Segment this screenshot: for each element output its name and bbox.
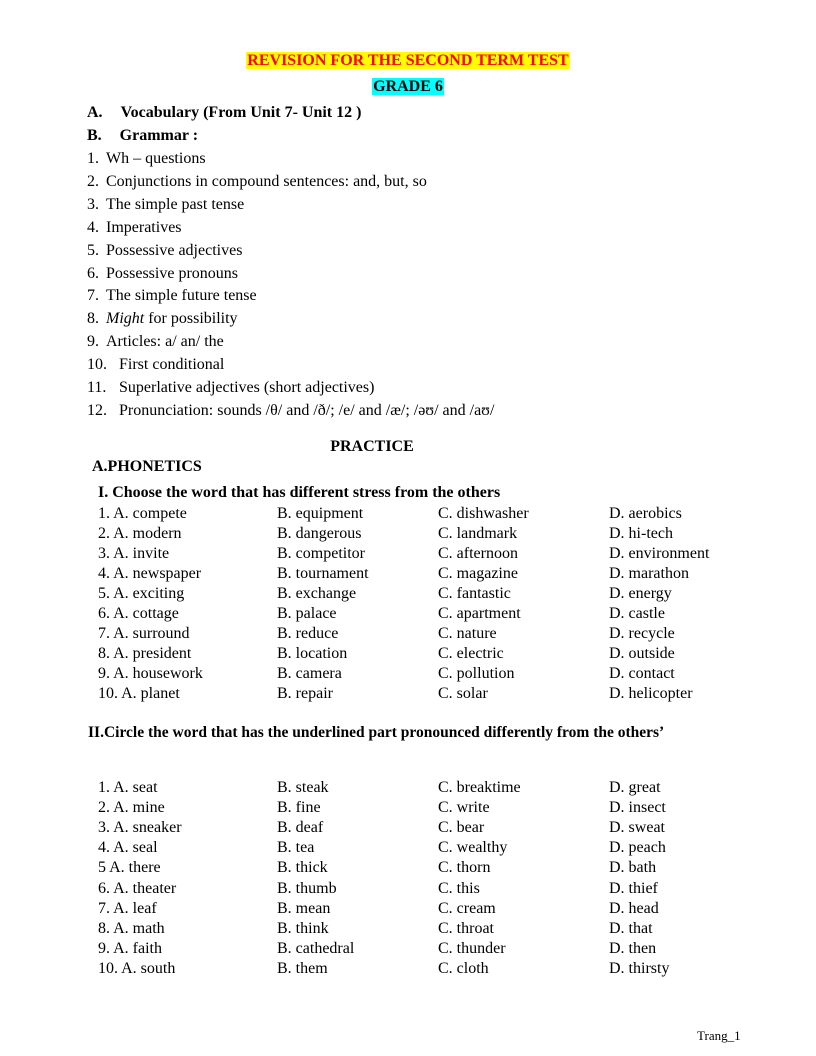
pronunciation-option[interactable]: B. deaf bbox=[277, 819, 324, 837]
phonetics-heading: A.PHONETICS bbox=[92, 458, 202, 475]
stress-option[interactable]: C. pollution bbox=[438, 665, 515, 682]
pronunciation-option[interactable]: B. tea bbox=[277, 839, 315, 857]
pronunciation-option[interactable]: B. cathedral bbox=[277, 939, 355, 957]
stress-option[interactable]: D. environment bbox=[609, 545, 710, 562]
stress-option[interactable]: C. nature bbox=[438, 625, 497, 642]
grammar-item-text: for possibility bbox=[144, 310, 238, 328]
grammar-item bbox=[87, 379, 374, 397]
grammar-item-number: 5. bbox=[87, 241, 99, 259]
stress-option[interactable]: D. recycle bbox=[609, 625, 675, 642]
pronunciation-option[interactable]: 8. A. math bbox=[98, 919, 165, 937]
pronunciation-option[interactable]: D. peach bbox=[609, 839, 666, 857]
grammar-item-text: Wh – questions bbox=[106, 150, 206, 167]
pronunciation-option[interactable]: 7. A. leaf bbox=[98, 899, 157, 917]
stress-option[interactable]: D. outside bbox=[609, 645, 675, 662]
grammar-item bbox=[87, 196, 244, 214]
grammar-item-number: 3. bbox=[87, 195, 99, 213]
grammar-item-number: 6. bbox=[87, 264, 99, 282]
stress-option[interactable]: B. tournament bbox=[277, 565, 369, 582]
grammar-item-text: Conjunctions in compound sentences: and, but, so bbox=[106, 172, 427, 190]
grammar-item-text: Pronunciation: sounds /θ/ and /ð/; /e/ and /æ/; /əʊ/ and /aʊ/ bbox=[119, 401, 495, 419]
stress-option[interactable]: 2. A. modern bbox=[98, 525, 182, 542]
pronunciation-option[interactable]: 6. A. theater bbox=[98, 879, 177, 897]
grammar-item-number: 7. bbox=[87, 287, 99, 305]
grammar-item-number: 12. bbox=[87, 401, 107, 419]
stress-option[interactable]: D. aerobics bbox=[609, 505, 682, 522]
grammar-item-text: The simple future tense bbox=[106, 287, 257, 305]
stress-option[interactable]: C. electric bbox=[438, 645, 504, 662]
stress-option[interactable]: D. energy bbox=[609, 585, 672, 602]
stress-option[interactable]: B. equipment bbox=[277, 505, 364, 522]
stress-option[interactable]: 5. A. exciting bbox=[98, 585, 185, 602]
stress-option[interactable]: C. dishwasher bbox=[438, 505, 529, 522]
grammar-item bbox=[87, 219, 182, 237]
grammar-item-text: Imperatives bbox=[106, 218, 182, 236]
pronunciation-option[interactable]: B. steak bbox=[277, 779, 329, 796]
pronunciation-option[interactable]: D. then bbox=[609, 939, 657, 957]
section-b-label: B. bbox=[87, 127, 102, 144]
stress-option[interactable]: 6. A. cottage bbox=[98, 605, 179, 622]
stress-option[interactable]: 8. A. president bbox=[98, 645, 192, 662]
pronunciation-option[interactable]: C. throat bbox=[438, 919, 494, 937]
section-a-text: Vocabulary (From Unit 7- Unit 12 ) bbox=[120, 104, 362, 121]
grammar-item bbox=[87, 310, 238, 328]
pronunciation-option[interactable]: C. cream bbox=[438, 899, 496, 917]
grade-heading-text: GRADE 6 bbox=[373, 78, 443, 95]
pronunciation-option[interactable]: 9. A. faith bbox=[98, 939, 162, 957]
stress-option[interactable]: 1. A. compete bbox=[98, 505, 187, 522]
page-number: Trang_1 bbox=[697, 1028, 741, 1043]
grammar-item bbox=[87, 333, 224, 351]
pronunciation-option[interactable]: D. that bbox=[609, 919, 653, 937]
pronunciation-option[interactable]: 3. A. sneaker bbox=[98, 819, 182, 837]
pronunciation-option[interactable]: B. them bbox=[277, 959, 328, 977]
grammar-item-text: Possessive pronouns bbox=[106, 264, 239, 282]
stress-option[interactable]: B. palace bbox=[277, 605, 337, 622]
grammar-item-number: 2. bbox=[87, 172, 99, 190]
pronunciation-option[interactable]: B. fine bbox=[277, 799, 321, 817]
grammar-item bbox=[87, 150, 206, 168]
grammar-item-text: Superlative adjectives (short adjectives) bbox=[119, 379, 375, 396]
pronunciation-option[interactable]: D. insect bbox=[609, 799, 666, 817]
grammar-item bbox=[87, 265, 238, 283]
stress-option[interactable]: C. apartment bbox=[438, 605, 521, 622]
stress-option[interactable]: 3. A. invite bbox=[98, 545, 170, 562]
pronunciation-option[interactable]: 1. A. seat bbox=[98, 779, 158, 796]
grammar-item-text: Possessive adjectives bbox=[106, 241, 243, 259]
section-b bbox=[87, 127, 198, 145]
exercise-1-title: I. Choose the word that has different stress from the others bbox=[98, 484, 501, 501]
pronunciation-option[interactable]: D. sweat bbox=[609, 819, 665, 837]
stress-option[interactable]: B. camera bbox=[277, 665, 342, 682]
doc-title bbox=[0, 52, 816, 70]
pronunciation-option[interactable]: C. breaktime bbox=[438, 779, 521, 796]
stress-option[interactable]: D. castle bbox=[609, 605, 665, 622]
grammar-item-text: First conditional bbox=[119, 356, 225, 374]
section-a bbox=[87, 104, 361, 122]
grammar-item bbox=[87, 287, 257, 305]
stress-option[interactable]: C. afternoon bbox=[438, 545, 518, 562]
exercise-2-title: II.Circle the word that has the underlined part pronounced differently from the others’ bbox=[88, 724, 665, 741]
pronunciation-option[interactable]: B. mean bbox=[277, 899, 331, 917]
stress-option[interactable]: 9. A. housework bbox=[98, 665, 203, 682]
grammar-item-number: 10. bbox=[87, 356, 107, 374]
pronunciation-option[interactable]: C. cloth bbox=[438, 959, 489, 977]
pronunciation-option[interactable]: 10. A. south bbox=[98, 959, 176, 977]
stress-option[interactable]: D. contact bbox=[609, 665, 675, 682]
stress-option[interactable]: B. location bbox=[277, 645, 348, 662]
stress-option[interactable]: 10. A. planet bbox=[98, 685, 180, 702]
section-b-text: Grammar : bbox=[119, 127, 199, 144]
pronunciation-option[interactable]: C. thorn bbox=[438, 859, 491, 877]
pronunciation-option[interactable]: C. thunder bbox=[438, 939, 506, 957]
stress-option[interactable]: B. exchange bbox=[277, 585, 357, 602]
grammar-item-text: The simple past tense bbox=[106, 195, 245, 213]
pronunciation-option[interactable]: 4. A. seal bbox=[98, 839, 158, 857]
grammar-item-text: Articles: a/ an/ the bbox=[106, 333, 224, 351]
stress-option[interactable]: D. hi-tech bbox=[609, 525, 673, 542]
grammar-item bbox=[87, 173, 427, 191]
pronunciation-option[interactable]: C. bear bbox=[438, 819, 485, 837]
pronunciation-option[interactable]: D. head bbox=[609, 899, 659, 917]
stress-option[interactable]: C. magazine bbox=[438, 565, 518, 582]
stress-option[interactable]: B. reduce bbox=[277, 625, 339, 642]
grammar-item bbox=[87, 356, 224, 374]
pronunciation-option[interactable]: C. this bbox=[438, 879, 480, 897]
stress-option[interactable]: C. landmark bbox=[438, 525, 518, 542]
stress-option[interactable]: C. fantastic bbox=[438, 585, 511, 602]
grammar-item-number: 1. bbox=[87, 150, 99, 167]
pronunciation-option[interactable]: C. write bbox=[438, 799, 490, 817]
doc-title-text: REVISION FOR THE SECOND TERM TEST bbox=[247, 52, 569, 69]
grammar-item-number: 9. bbox=[87, 333, 99, 351]
pronunciation-option[interactable]: C. wealthy bbox=[438, 839, 508, 857]
stress-option[interactable]: B. competitor bbox=[277, 545, 365, 562]
stress-option[interactable]: D. marathon bbox=[609, 565, 689, 582]
pronunciation-option[interactable]: 5 A. there bbox=[98, 859, 161, 877]
grade-heading bbox=[0, 78, 816, 96]
pronunciation-option[interactable]: D. thirsty bbox=[609, 959, 670, 977]
stress-option[interactable]: D. helicopter bbox=[609, 685, 693, 702]
stress-option[interactable]: B. repair bbox=[277, 685, 333, 702]
pronunciation-option[interactable]: D. thief bbox=[609, 879, 658, 897]
grammar-item-number: 8. bbox=[87, 310, 99, 328]
pronunciation-option[interactable]: B. thick bbox=[277, 859, 328, 877]
grammar-item bbox=[87, 402, 494, 420]
stress-option[interactable]: B. dangerous bbox=[277, 525, 362, 542]
stress-option[interactable]: 4. A. newspaper bbox=[98, 565, 202, 582]
stress-option[interactable]: 7. A. surround bbox=[98, 625, 190, 642]
grammar-item-emphasis: Might bbox=[106, 310, 145, 328]
practice-heading: PRACTICE bbox=[330, 438, 414, 455]
grammar-item-number: 11. bbox=[87, 379, 107, 396]
pronunciation-option[interactable]: 2. A. mine bbox=[98, 799, 165, 817]
section-a-label: A. bbox=[87, 104, 103, 121]
pronunciation-option[interactable]: B. think bbox=[277, 919, 329, 937]
pronunciation-option[interactable]: D. great bbox=[609, 779, 661, 796]
grammar-item-number: 4. bbox=[87, 218, 99, 236]
grammar-item bbox=[87, 242, 242, 260]
pronunciation-option[interactable]: B. thumb bbox=[277, 879, 337, 897]
stress-option[interactable]: C. solar bbox=[438, 685, 488, 702]
pronunciation-option[interactable]: D. bath bbox=[609, 859, 657, 877]
